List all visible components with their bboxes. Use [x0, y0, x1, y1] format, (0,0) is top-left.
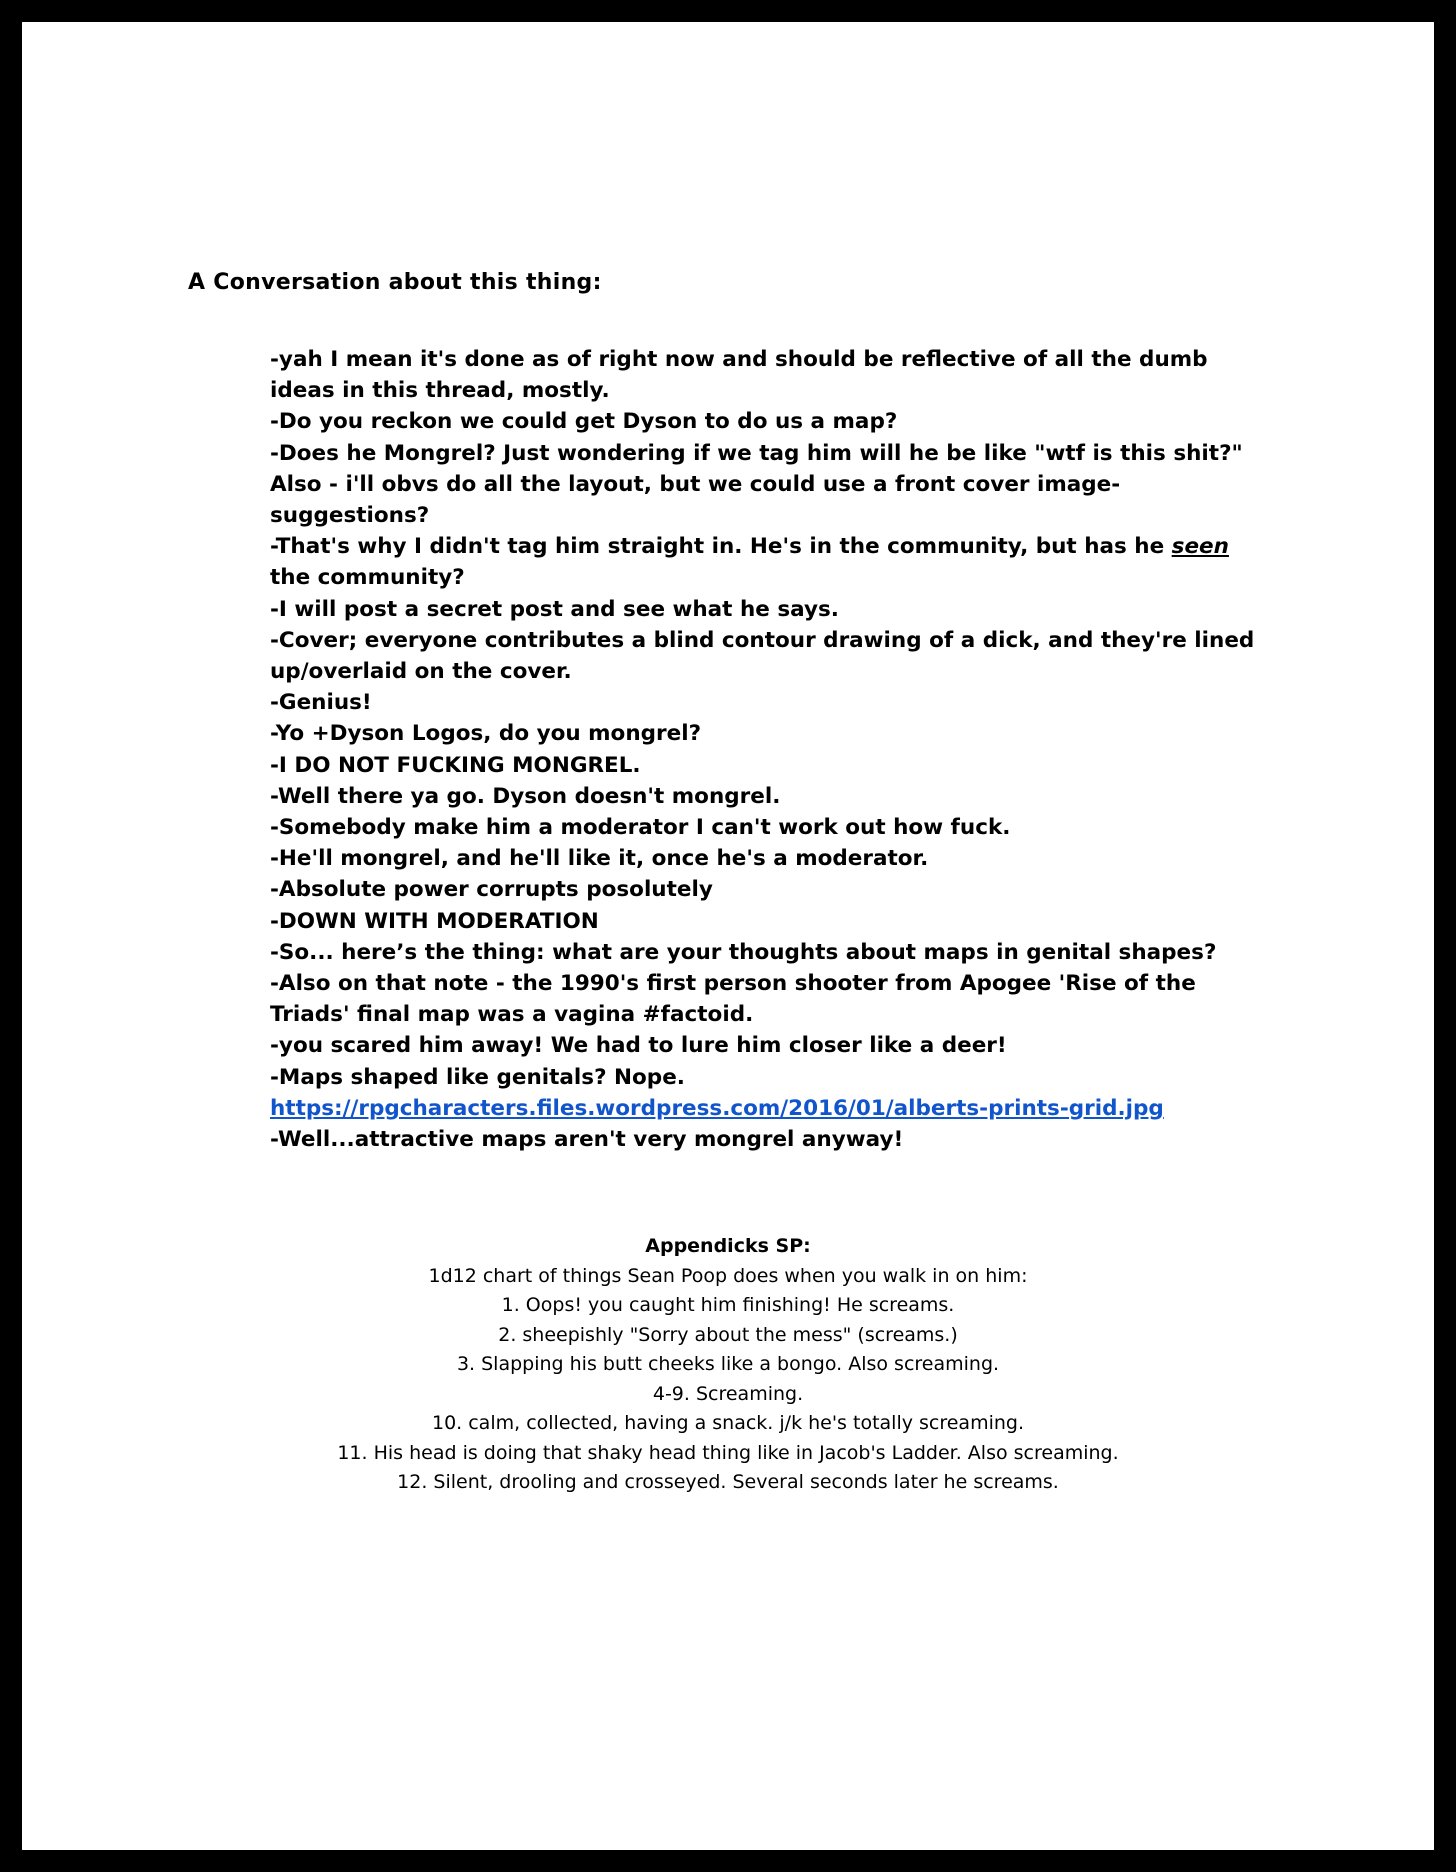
section-heading: A Conversation about this thing: [188, 270, 602, 295]
appendix-title: Appendicks SP: [645, 1235, 811, 1257]
link-line [270, 1093, 1260, 1124]
appendix-item: 2. sheepishly "Sorry about the mess" (screams.) [498, 1323, 958, 1346]
appendix-item: 10. calm, collected, having a snack. j/k he's totally screaming. [431, 1412, 1025, 1434]
conversation-line: -Well there ya go. Dyson doesn't mongrel. [270, 783, 781, 809]
appendix-item: 11. His head is doing that shaky head thing like in Jacob's Ladder. Also screaming. [337, 1441, 1119, 1464]
conversation-line: -I DO NOT FUCKING MONGREL. [270, 752, 641, 778]
conversation-line: -Absolute power corrupts posolutely [270, 877, 713, 903]
appendix-subtitle: 1d12 chart of things Sean Poop does when you walk in on him: [428, 1264, 1028, 1287]
appendix-item: 1. Oops! you caught him finishing! He screams. [501, 1294, 955, 1316]
conversation-line: -Well...attractive maps aren't very mongrel anyway! [270, 1127, 904, 1153]
conversation-block [270, 344, 1260, 1155]
conversation-line: -you scared him away! We had to lure him closer like a deer! [270, 1033, 1007, 1059]
conversation-line: -Cover; everyone contributes a blind contour drawing of a dick, and they're lined up/overlaid on the cover. [270, 627, 1255, 685]
appendix-item: 12. Silent, drooling and crosseyed. Several seconds later he screams. [397, 1471, 1059, 1493]
conversation-line: -Genius! [270, 690, 372, 716]
conversation-line: -DOWN WITH MODERATION [270, 908, 599, 934]
conversation-text: the community? [270, 565, 465, 591]
conversation-line [270, 531, 1260, 593]
document-page [22, 22, 1434, 1850]
conversation-line: -yah I mean it's done as of right now and should be reflective of all the dumb ideas in this thread, mostly. [270, 347, 1208, 404]
image-link[interactable]: https://rpgcharacters.files.wordpress.com/2016/01/alberts-prints-grid.jpg [270, 1095, 1164, 1121]
conversation-line: -Also on that note - the 1990's first person shooter from Apogee 'Rise of the Triads' final map was a vagina #factoid. [270, 971, 1196, 1028]
appendix-item: 4-9. Screaming. [652, 1382, 804, 1405]
conversation-line: -Somebody make him a moderator I can't work out how fuck. [270, 815, 1011, 841]
appendix-section [22, 1232, 1434, 1498]
conversation-line: -So... here’s the thing: what are your thoughts about maps in genital shapes? [270, 939, 1217, 965]
conversation-line: -Maps shaped like genitals? Nope. [270, 1064, 685, 1090]
appendix-item: 3. Slapping his butt cheeks like a bongo. Also screaming. [456, 1353, 1000, 1375]
conversation-line: -Yo +Dyson Logos, do you mongrel? [270, 721, 702, 747]
conversation-line: -Do you reckon we could get Dyson to do us a map? [270, 409, 898, 435]
emphasized-word: seen [1171, 534, 1229, 560]
conversation-text: -That's why I didn't tag him straight in. He's in the community, but has he [270, 534, 1172, 560]
conversation-line: -He'll mongrel, and he'll like it, once he's a moderator. [270, 846, 929, 872]
conversation-line: -I will post a secret post and see what he says. [270, 596, 839, 622]
conversation-line: -Does he Mongrel? Just wondering if we tag him will he be like "wtf is this shit?" Also - i'll obvs do all the layout, but we could use a front cover image-suggestions? [270, 440, 1243, 529]
